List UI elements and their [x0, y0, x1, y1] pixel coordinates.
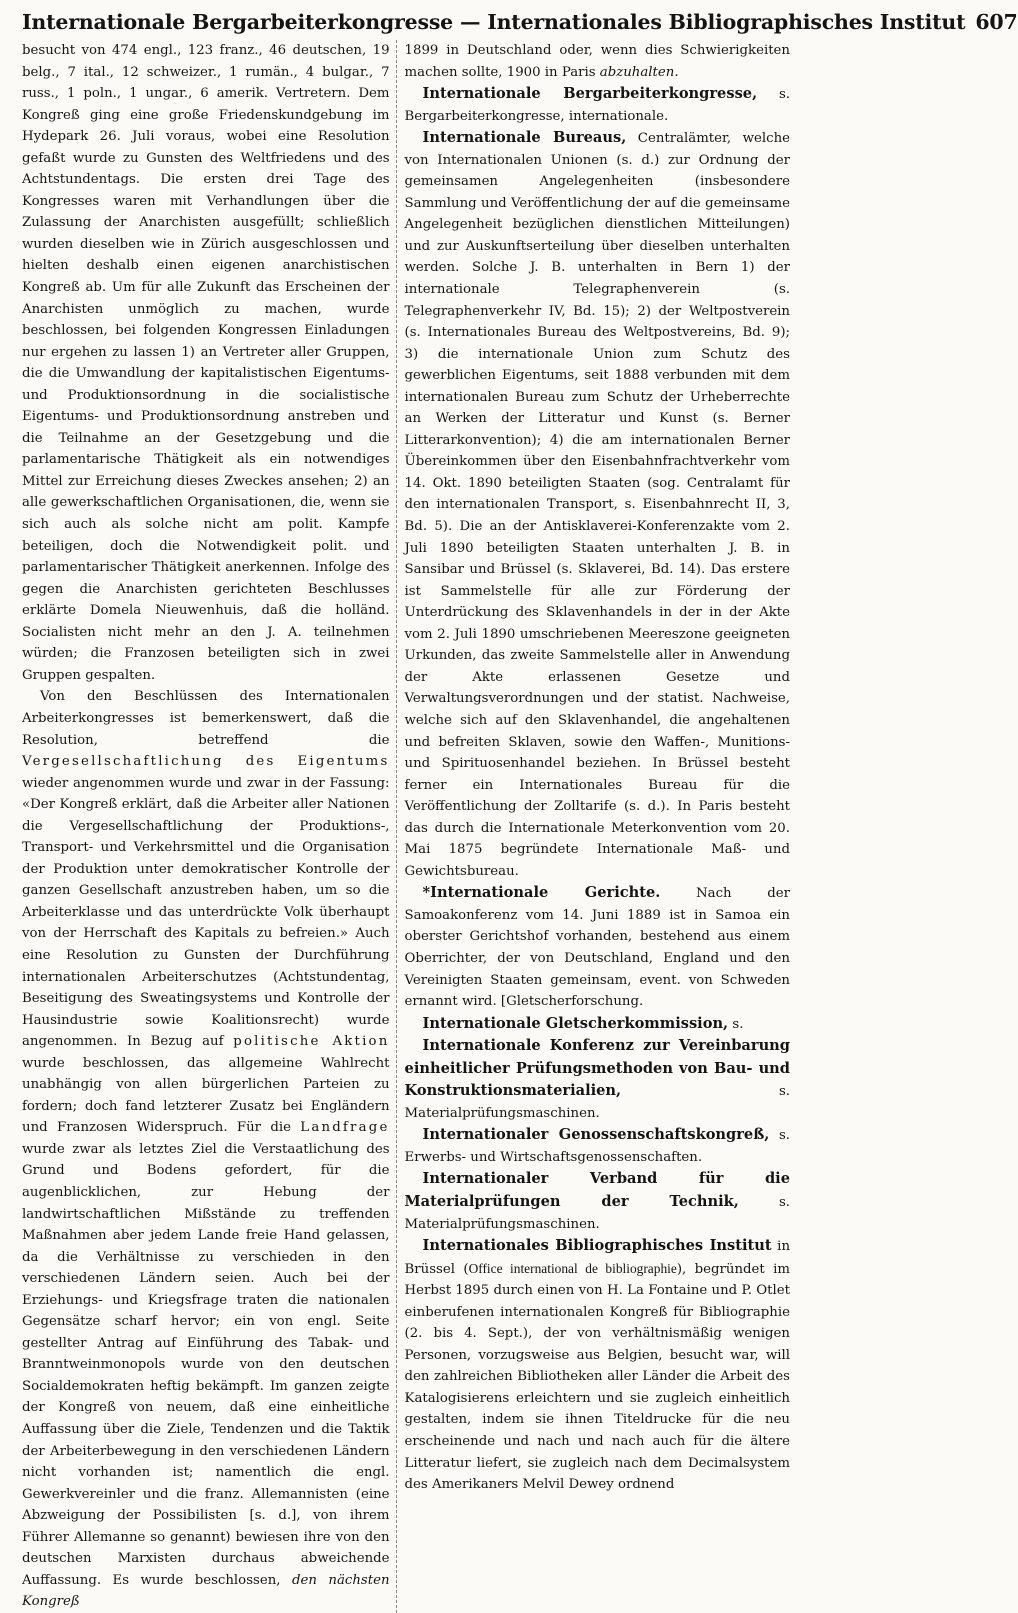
left-column: [22, 40, 396, 1613]
entry-verband-materialpruefungen: Internationaler Verband für die Materialprüfungen der Technik, s. Materialprüfungsmaschinen.: [404, 1170, 791, 1232]
entry-keyword: Internationaler Verband für die Materialprüfungen der Technik,: [404, 1170, 790, 1210]
entry-keyword: Internationaler Genossenschaftskongreß,: [422, 1126, 770, 1144]
entry-keyword: Internationale Konferenz zur Vereinbarung einheitlicher Prüfungsmethoden von Bau- und Konstruktionsmaterialien,: [404, 1037, 790, 1100]
right-column: [396, 40, 790, 1613]
entry-konferenz: Internationale Konferenz zur Vereinbarung einheitlicher Prüfungsmethoden von Bau- und Konstruktionsmaterialien, s. Materialprüfungsmaschinen.: [404, 1037, 790, 1121]
entry-bureaus: Internationale Bureaus, Centralämter, welche von Internationalen Unionen (s. d.) zur Ordnung der gemeinsamen Angelegenheiten (insbesondere Sammlung und Veröffentlichung der auf die gemeinsame Angelegenheit bezüglichen dienstlichen Mitteilungen) und zur Auskunftserteilung über dieselben unterhalten werden. Solche J. B. unterhalten in Bern 1) der internationale Telegraphenverein (s. Telegraphenverkehr IV, Bd. 15); 2) der Weltpostverein (s. Internationales Bureau des Weltpostvereins, Bd. 9); 3) die internationale Union zum Schutz des gewerblichen Eigentums, seit 1888 verbunden mit dem internationalen Bureau zum Schutz der Urheberrechte an Werken der Litteratur und Kunst (s. Berner Litterarkonvention); 4) die am internationalen Berner Übereinkommen über den Eisenbahnfrachtverkehr vom 14. Okt. 1890 beteiligten Staaten (sog. Centralamt für den internationalen Transport, s. Eisenbahnrecht II, 3, Bd. 5). Die an der Antisklaverei-Konferenzakte vom 2. Juli 1890 beteiligten Staaten unterhalten J. B. in Sansibar und Brüssel (s. Sklaverei, Bd. 14). Das erstere ist Sammelstelle für alle zur Förderung der Unterdrückung des Sklavenhandels in der in der Akte vom 2. Juli 1890 umschriebenen Meereszone geeigneten Urkunden, das zweite Sammelstelle aller in Anwendung der Akte erlassenen Gesetze und Verwaltungsverordnungen und der statist. Nachweise, welche sich auf den Sklavenhandel, die angehaltenen und befreiten Sklaven, sowie den Waffen-, Munitions- und Spirituosenhandel beziehen. In Brüssel besteht ferner ein Internationales Bureau für die Veröffentlichung der Zolltarife (s. d.). In Paris besteht das durch die Internationale Meterkonvention vom 20. Mai 1875 begründete Internationale Maß- und Gewichtsbureau.: [404, 129, 791, 879]
latin-text: Office international de bibliographie: [468, 1260, 677, 1276]
entry-gerichte: *Internationale Gerichte. Nach der Samoakonferenz vom 14. Juni 1889 ist in Samoa ein oberster Gerichtshof vorhanden, bestehend aus einem Oberrichter, der von Deutschland, England und den Vereinigten Staaten gemeinsam, event. von Schweden ernannt wird. [Gletscherforschung.: [404, 884, 790, 1010]
page-number: 607: [975, 10, 1018, 34]
entry-keyword: Internationale Gletscherkommission,: [422, 1014, 729, 1032]
continued-text: 1899 in Deutschland oder, wenn dies Schwierigkeiten machen sollte, 1900 in Paris abzuhalten.: [404, 43, 790, 80]
entry-keyword: Internationale Bergarbeiterkongresse,: [422, 85, 758, 103]
entry-bergarbeiterkongresse: Internationale Bergarbeiterkongresse, s. Bergarbeiterkongresse, internationale.: [404, 85, 790, 124]
running-title: Internationale Bergarbeiterkongresse — Internationales Bibliographisches Institut: [22, 10, 966, 34]
entry-keyword: *Internationale Gerichte.: [422, 884, 661, 902]
entry-genossenschaftskongress: Internationaler Genossenschaftskongreß, s. Erwerbs- und Wirtschaftsgenossenschaften.: [404, 1126, 790, 1165]
spaced-term: Landfrage: [300, 1120, 390, 1136]
entry-keyword: Internationales Bibliographisches Institut: [422, 1237, 772, 1255]
spaced-term: politische Aktion: [233, 1034, 390, 1050]
paragraph-resolutions: Von den Beschlüssen des Internationalen Arbeiterkongresses ist bemerkenswert, daß die Resolution, betreffend die Vergesellschaftlichung des Eigentums wieder angenommen wurde und zwar in der Fassung: «Der Kongreß erklärt, daß die Arbeiter aller Nationen die Vergesellschaftlichung der Produktions-, Transport- und Verkehrsmittel und die Organisation der Produktion unter demokratischer Kontrolle der ganzen Gesellschaft anzustreben haben, um so die Arbeiterklasse und das unterdrückte Volk überhaupt von der Herrschaft des Kapitals zu befreien.» Auch eine Resolution zu Gunsten der Durchführung internationalen Arbeiterschutzes (Achtstundentag, Beseitigung des Sweatingsystems und Kontrolle der Hausindustrie sowie Koalitionsrecht) wurde angenommen. In Bezug auf politische Aktion wurde beschlossen, das allgemeine Wahlrecht unabhängig von allen bürgerlichen Parteien zu fordern; doch fand letzterer Zusatz bei Engländern und Franzosen Widerspruch. Für die Landfrage wurde zwar als letztes Ziel die Verstaatlichung des Grund und Bodens gefordert, für die augenblicklichen, zur Hebung der landwirtschaftlichen Mißstände zu treffenden Maßnahmen aber jedem Lande freie Hand gelassen, da die Verhältnisse zu verschieden in den verschiedenen Ländern seien. Auch bei der Erziehungs- und Kriegsfrage traten die nationalen Gegensätze scharf hervor; ein von engl. Seite gestellter Antrag auf Einführung des Tabak- und Branntweinmonopols wurde von den deutschen Socialdemokraten heftig bekämpft. Im ganzen zeigte der Kongreß von neuem, daß eine einheitliche Auffassung über die Ziele, Tendenzen und die Taktik der Arbeiterbewegung in den verschiedenen Ländern nicht vorhanden ist; namentlich die engl. Gewerkvereinler und die franz. Allemannisten (eine Abzweigung der Possibilisten [s. d.], von ihrem Führer Allemanne so genannt) bewiesen ihre von den deutschen Marxisten durchaus abweichende Auffassung. Es wurde beschlossen, den nächsten Kongreß: [22, 689, 390, 1610]
entry-keyword: Internationale Bureaus,: [422, 129, 627, 147]
two-column-body: [22, 40, 790, 1613]
paragraph-congress-attendance: besucht von 474 engl., 123 franz., 46 deutschen, 19 belg., 7 ital., 12 schweizer., 1 rumän., 4 bulgar., 7 russ., 1 poln., 1 ungar., 6 amerik. Vertretern. Dem Kongreß ging eine große Friedenskundgebung im Hydepark 26. Juli voraus, wobei eine Resolution gefaßt wurde zu Gunsten des Weltfriedens und des Achtstundentags. Die ersten drei Tage des Kongresses waren mit Verhandlungen über die Zulassung der Anarchisten ausgefüllt; schließlich wurden dieselben wie in Zürich ausgeschlossen und hielten deshalb einen eigenen anarchistischen Kongreß ab. Um für alle Zukunft das Erscheinen der Anarchisten unmöglich zu machen, wurde beschlossen, bei folgenden Kongressen Einladungen nur ergehen zu lassen 1) an Vertreter aller Gruppen, die die Umwandlung der kapitalistischen Eigentums- und Produktionsordnung in die socialistische Eigentums- und Produktionsordnung anstreben und die Teilnahme an der Gesetzgebung und die parlamentarische Thätigkeit als ein notwendiges Mittel zur Erreichung dieses Zweckes ansehen; 2) an alle gewerkschaftlichen Organisationen, die, wenn sie sich auch als solche nicht am polit. Kampfe beteiligen, doch die Notwendigkeit polit. und parlamentarischer Thätigkeit anerkennen. Infolge des gegen die Anarchisten gerichteten Beschlusses erklärte Domela Nieuwenhuis, daß die holländ. Socialisten nicht mehr an den J. A. teilnehmen würden; die Franzosen beteiligten sich in zwei Gruppen gespalten.: [22, 43, 390, 683]
italic-text: den nächsten Kongreß: [22, 1572, 390, 1610]
running-header: [22, 4, 1018, 40]
entry-gletscherkommission: Internationale Gletscherkommission, s.: [422, 1014, 744, 1032]
spaced-term: Vergesellschaftlichung des Eigentums: [22, 754, 390, 770]
italic-text: abzuhalten.: [599, 64, 679, 80]
entry-bibliographisches-institut: Internationales Bibliographisches Institut in Brüssel (Office international de bibliographie), begründet im Herbst 1895 durch einen von H. La Fontaine und P. Otlet einberufenen internationalen Kongreß für Bibliographie (2. bis 4. Sept.), der von verhältnismäßig wenigen Personen, vorzugsweise aus Belgien, besucht war, will den zahlreichen Bibliotheken aller Länder die Arbeit des Katalogisierens erleichtern und sie zugleich einheitlich gestalten, indem sie ihnen Titeldrucke für die neu erscheinende und nach und nach auch für die ältere Litteratur liefert, sie zugleich nach dem Decimalsystem des Amerikaners Melvil Dewey ordnend: [404, 1237, 791, 1493]
